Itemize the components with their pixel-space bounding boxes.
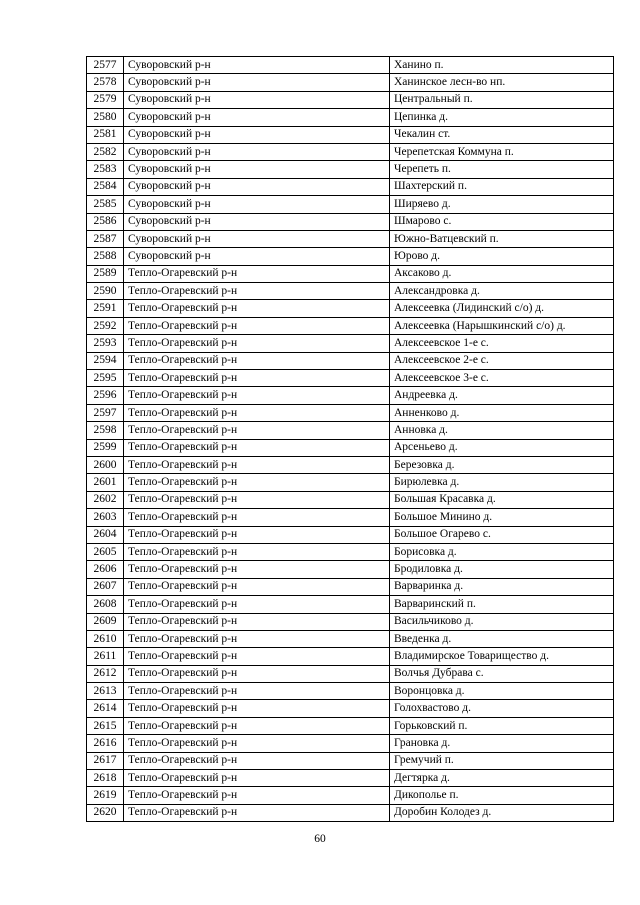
place-cell: Арсеньево д.: [390, 439, 614, 456]
row-number-cell: 2600: [87, 456, 124, 473]
district-cell: Суворовский р-н: [124, 230, 390, 247]
table-row: [87, 248, 614, 265]
table-row: [87, 57, 614, 74]
row-number-cell: 2584: [87, 178, 124, 195]
district-cell: Тепло-Огаревский р-н: [124, 491, 390, 508]
table-row: [87, 213, 614, 230]
row-number-cell: 2607: [87, 578, 124, 595]
table-row: [87, 561, 614, 578]
table-row: [87, 91, 614, 108]
place-cell: Грановка д.: [390, 735, 614, 752]
place-cell: Гремучий п.: [390, 752, 614, 769]
district-cell: Тепло-Огаревский р-н: [124, 335, 390, 352]
row-number-cell: 2613: [87, 683, 124, 700]
district-cell: Суворовский р-н: [124, 143, 390, 160]
table-row: [87, 770, 614, 787]
place-cell: Доробин Колодез д.: [390, 804, 614, 821]
table-row: [87, 665, 614, 682]
row-number-cell: 2602: [87, 491, 124, 508]
table-row: [87, 422, 614, 439]
district-cell: Тепло-Огаревский р-н: [124, 735, 390, 752]
table-row: [87, 474, 614, 491]
row-number-cell: 2580: [87, 109, 124, 126]
row-number-cell: 2608: [87, 596, 124, 613]
row-number-cell: 2596: [87, 387, 124, 404]
district-cell: Тепло-Огаревский р-н: [124, 352, 390, 369]
district-cell: Тепло-Огаревский р-н: [124, 578, 390, 595]
place-cell: Анненково д.: [390, 404, 614, 421]
table-row: [87, 456, 614, 473]
row-number-cell: 2614: [87, 700, 124, 717]
place-cell: Анновка д.: [390, 422, 614, 439]
table-row: [87, 265, 614, 282]
page-number: 60: [314, 833, 326, 845]
place-cell: Ханинское лесн-во нп.: [390, 74, 614, 91]
district-cell: Суворовский р-н: [124, 126, 390, 143]
row-number-cell: 2615: [87, 717, 124, 734]
table-row: [87, 387, 614, 404]
place-cell: Дегтярка д.: [390, 770, 614, 787]
district-cell: Тепло-Огаревский р-н: [124, 509, 390, 526]
table-row: [87, 404, 614, 421]
district-cell: Суворовский р-н: [124, 74, 390, 91]
row-number-cell: 2590: [87, 283, 124, 300]
row-number-cell: 2606: [87, 561, 124, 578]
place-cell: Чекалин ст.: [390, 126, 614, 143]
table-row: [87, 161, 614, 178]
table-row: [87, 596, 614, 613]
district-cell: Суворовский р-н: [124, 196, 390, 213]
district-cell: Тепло-Огаревский р-н: [124, 787, 390, 804]
table-row: [87, 178, 614, 195]
table-row: [87, 509, 614, 526]
table-row: [87, 804, 614, 821]
table-row: [87, 613, 614, 630]
row-number-cell: 2601: [87, 474, 124, 491]
row-number-cell: 2583: [87, 161, 124, 178]
row-number-cell: 2620: [87, 804, 124, 821]
district-cell: Тепло-Огаревский р-н: [124, 300, 390, 317]
row-number-cell: 2610: [87, 630, 124, 647]
row-number-cell: 2611: [87, 648, 124, 665]
row-number-cell: 2594: [87, 352, 124, 369]
table-row: [87, 578, 614, 595]
table-row: [87, 109, 614, 126]
district-cell: Тепло-Огаревский р-н: [124, 770, 390, 787]
table-row: [87, 283, 614, 300]
place-cell: Юрово д.: [390, 248, 614, 265]
place-cell: Алексеевское 1-е с.: [390, 335, 614, 352]
row-number-cell: 2588: [87, 248, 124, 265]
table-row: [87, 300, 614, 317]
place-cell: Бирюлевка д.: [390, 474, 614, 491]
district-cell: Тепло-Огаревский р-н: [124, 613, 390, 630]
row-number-cell: 2582: [87, 143, 124, 160]
district-cell: Тепло-Огаревский р-н: [124, 404, 390, 421]
row-number-cell: 2604: [87, 526, 124, 543]
row-number-cell: 2616: [87, 735, 124, 752]
row-number-cell: 2579: [87, 91, 124, 108]
district-cell: Тепло-Огаревский р-н: [124, 474, 390, 491]
place-cell: Ширяево д.: [390, 196, 614, 213]
table-body: [87, 57, 614, 822]
district-cell: Тепло-Огаревский р-н: [124, 561, 390, 578]
row-number-cell: 2598: [87, 422, 124, 439]
district-cell: Суворовский р-н: [124, 213, 390, 230]
district-cell: Тепло-Огаревский р-н: [124, 804, 390, 821]
place-cell: Васильчиково д.: [390, 613, 614, 630]
district-cell: Суворовский р-н: [124, 161, 390, 178]
table-row: [87, 491, 614, 508]
place-cell: Горьковский п.: [390, 717, 614, 734]
row-number-cell: 2585: [87, 196, 124, 213]
place-cell: Большая Красавка д.: [390, 491, 614, 508]
place-cell: Большое Огарево с.: [390, 526, 614, 543]
place-cell: Южно-Ватцевский п.: [390, 230, 614, 247]
district-cell: Тепло-Огаревский р-н: [124, 283, 390, 300]
district-cell: Тепло-Огаревский р-н: [124, 422, 390, 439]
table-row: [87, 196, 614, 213]
table-row: [87, 352, 614, 369]
row-number-cell: 2595: [87, 370, 124, 387]
row-number-cell: 2617: [87, 752, 124, 769]
table-row: [87, 526, 614, 543]
table-row: [87, 126, 614, 143]
settlement-table: [86, 56, 614, 822]
table-row: [87, 752, 614, 769]
row-number-cell: 2609: [87, 613, 124, 630]
place-cell: Березовка д.: [390, 456, 614, 473]
table-row: [87, 230, 614, 247]
table-row: [87, 630, 614, 647]
district-cell: Тепло-Огаревский р-н: [124, 526, 390, 543]
place-cell: Бродиловка д.: [390, 561, 614, 578]
place-cell: Цепинка д.: [390, 109, 614, 126]
table-row: [87, 335, 614, 352]
table-row: [87, 74, 614, 91]
row-number-cell: 2581: [87, 126, 124, 143]
row-number-cell: 2597: [87, 404, 124, 421]
district-cell: Тепло-Огаревский р-н: [124, 456, 390, 473]
place-cell: Алексеевка (Нарышкинский с/о) д.: [390, 317, 614, 334]
place-cell: Введенка д.: [390, 630, 614, 647]
row-number-cell: 2612: [87, 665, 124, 682]
row-number-cell: 2577: [87, 57, 124, 74]
place-cell: Владимирское Товарищество д.: [390, 648, 614, 665]
district-cell: Тепло-Огаревский р-н: [124, 700, 390, 717]
place-cell: Центральный п.: [390, 91, 614, 108]
district-cell: Тепло-Огаревский р-н: [124, 648, 390, 665]
table-row: [87, 735, 614, 752]
place-cell: Варваринский п.: [390, 596, 614, 613]
row-number-cell: 2605: [87, 543, 124, 560]
district-cell: Суворовский р-н: [124, 248, 390, 265]
table-row: [87, 648, 614, 665]
place-cell: Воронцовка д.: [390, 683, 614, 700]
district-cell: Тепло-Огаревский р-н: [124, 265, 390, 282]
district-cell: Тепло-Огаревский р-н: [124, 596, 390, 613]
row-number-cell: 2592: [87, 317, 124, 334]
district-cell: Тепло-Огаревский р-н: [124, 387, 390, 404]
table-row: [87, 787, 614, 804]
row-number-cell: 2578: [87, 74, 124, 91]
place-cell: Андреевка д.: [390, 387, 614, 404]
place-cell: Дикополье п.: [390, 787, 614, 804]
place-cell: Голохвастово д.: [390, 700, 614, 717]
row-number-cell: 2586: [87, 213, 124, 230]
table-row: [87, 143, 614, 160]
place-cell: Алексеевское 2-е с.: [390, 352, 614, 369]
district-cell: Тепло-Огаревский р-н: [124, 752, 390, 769]
place-cell: Волчья Дубрава с.: [390, 665, 614, 682]
district-cell: Тепло-Огаревский р-н: [124, 630, 390, 647]
table-row: [87, 717, 614, 734]
place-cell: Алексеевское 3-е с.: [390, 370, 614, 387]
row-number-cell: 2599: [87, 439, 124, 456]
district-cell: Тепло-Огаревский р-н: [124, 665, 390, 682]
place-cell: Борисовка д.: [390, 543, 614, 560]
place-cell: Шахтерский п.: [390, 178, 614, 195]
district-cell: Тепло-Огаревский р-н: [124, 543, 390, 560]
place-cell: Черепетская Коммуна п.: [390, 143, 614, 160]
place-cell: Варваринка д.: [390, 578, 614, 595]
district-cell: Суворовский р-н: [124, 57, 390, 74]
row-number-cell: 2619: [87, 787, 124, 804]
district-cell: Тепло-Огаревский р-н: [124, 317, 390, 334]
table-row: [87, 700, 614, 717]
district-cell: Суворовский р-н: [124, 109, 390, 126]
row-number-cell: 2587: [87, 230, 124, 247]
row-number-cell: 2603: [87, 509, 124, 526]
district-cell: Тепло-Огаревский р-н: [124, 439, 390, 456]
table-row: [87, 317, 614, 334]
table-row: [87, 439, 614, 456]
place-cell: Шмарово с.: [390, 213, 614, 230]
district-cell: Тепло-Огаревский р-н: [124, 717, 390, 734]
table-row: [87, 543, 614, 560]
district-cell: Суворовский р-н: [124, 178, 390, 195]
place-cell: Александровка д.: [390, 283, 614, 300]
place-cell: Аксаково д.: [390, 265, 614, 282]
place-cell: Алексеевка (Лидинский с/о) д.: [390, 300, 614, 317]
district-cell: Суворовский р-н: [124, 91, 390, 108]
district-cell: Тепло-Огаревский р-н: [124, 683, 390, 700]
row-number-cell: 2618: [87, 770, 124, 787]
table-row: [87, 370, 614, 387]
place-cell: Черепеть п.: [390, 161, 614, 178]
place-cell: Большое Минино д.: [390, 509, 614, 526]
place-cell: Ханино п.: [390, 57, 614, 74]
table-row: [87, 683, 614, 700]
row-number-cell: 2589: [87, 265, 124, 282]
row-number-cell: 2593: [87, 335, 124, 352]
row-number-cell: 2591: [87, 300, 124, 317]
district-cell: Тепло-Огаревский р-н: [124, 370, 390, 387]
